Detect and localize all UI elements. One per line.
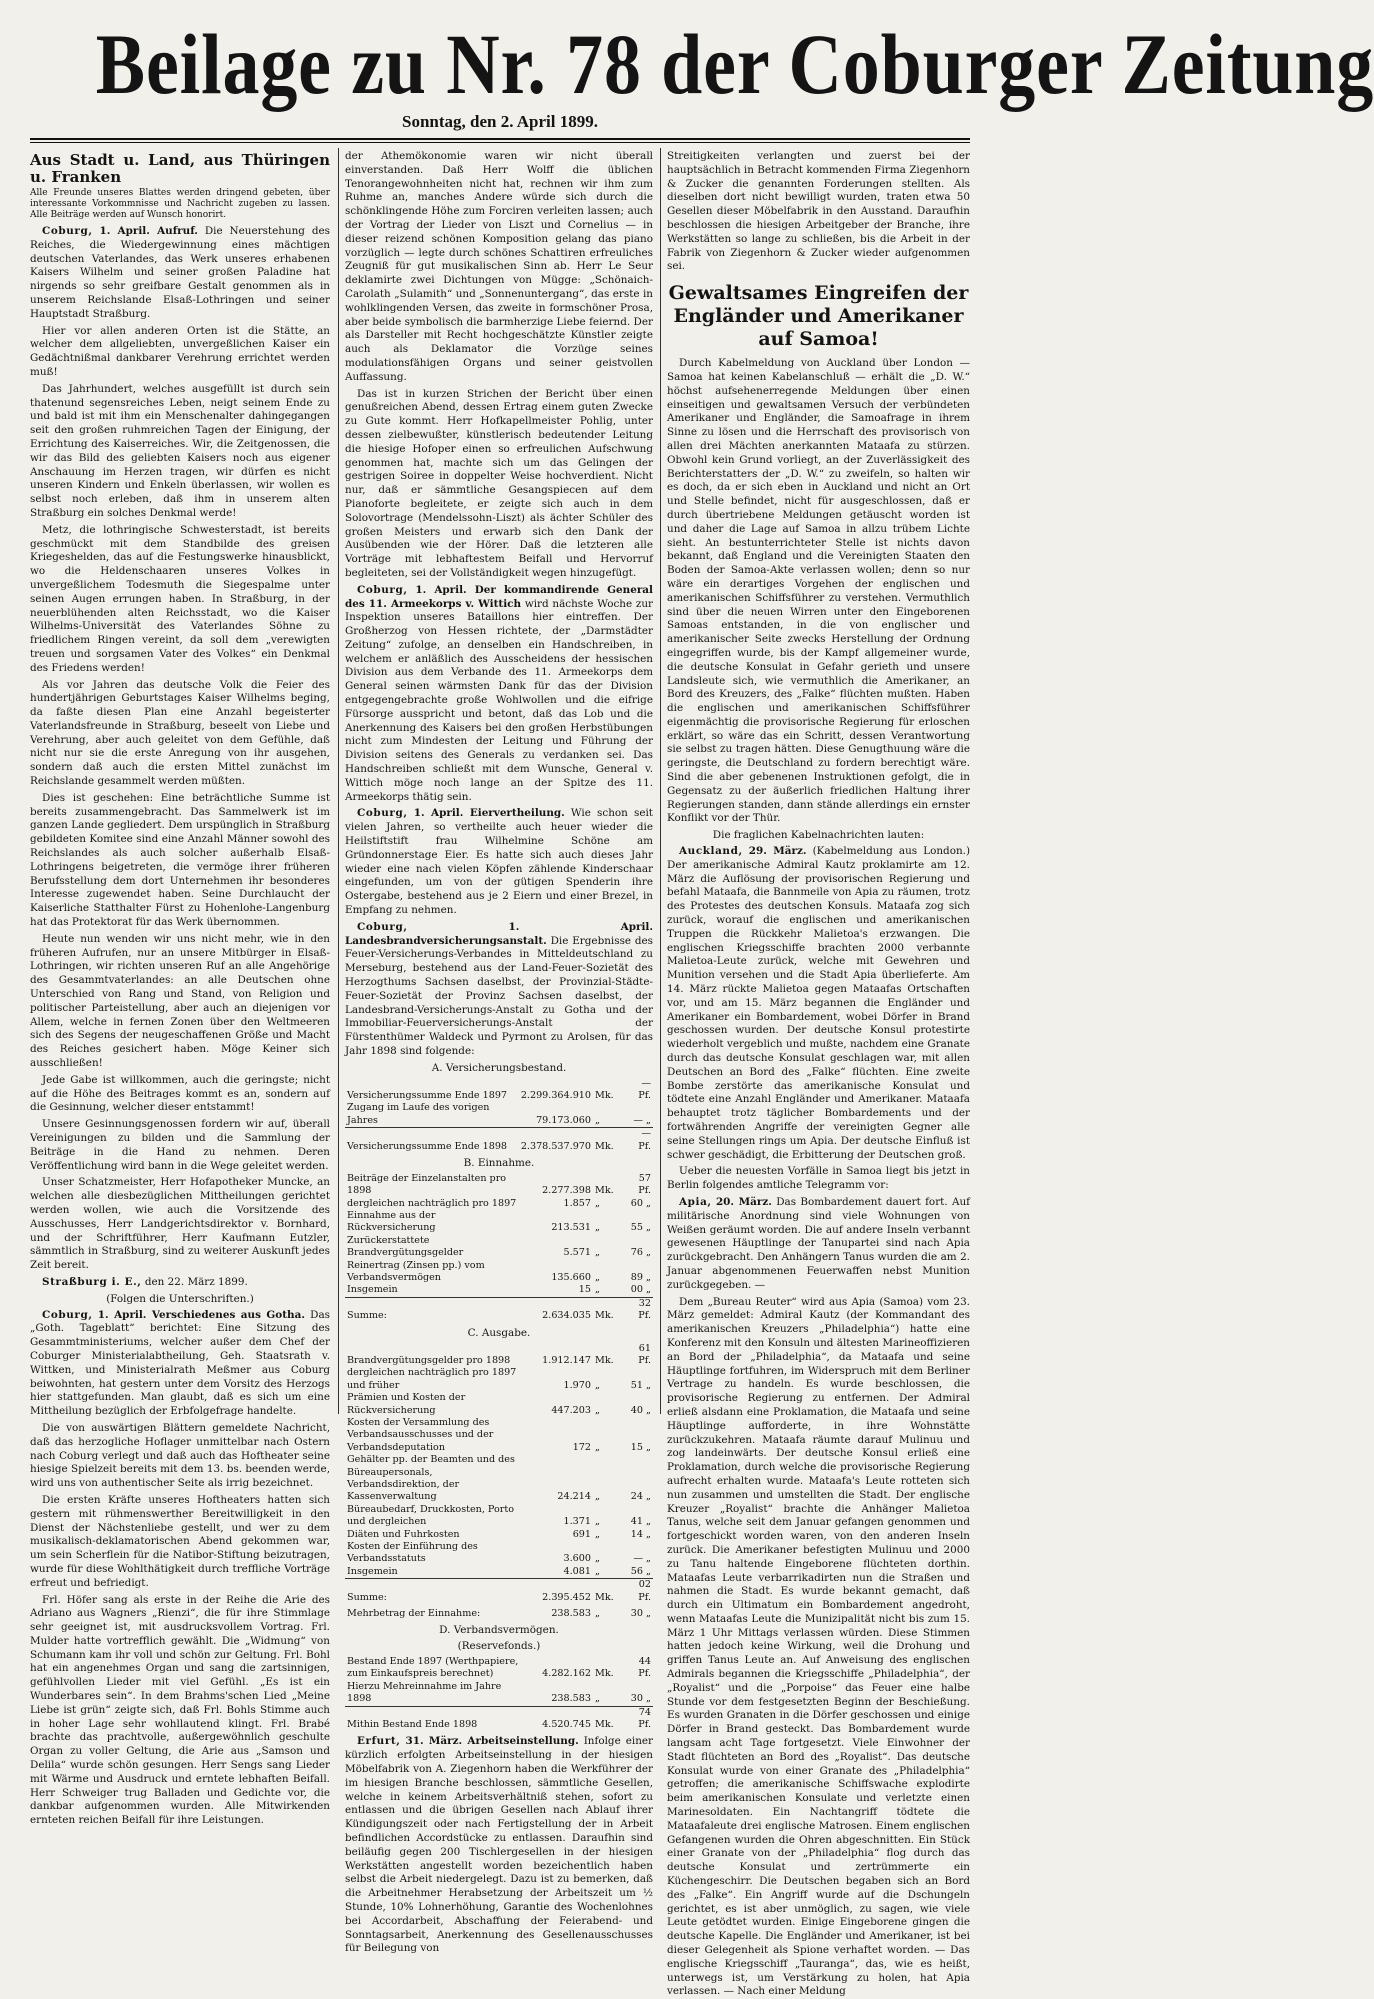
- ledger-label: Insgemein: [347, 1284, 398, 1296]
- ledger-row: [345, 1656, 653, 1681]
- article-text: Das Bombardement dauert fort. Auf militärische Anordnung sind viele Wohnungen von Weißen geräumt worden. Die auf andere Inseln verbannt gewesenen Häuptlinge der Tanupartei sind nach Apia zurückgebracht. Den Anhängern Tanus wurden die am 2. Januar abgenommenen Feuerwaffen nebst Munition zurückgegeben. —: [667, 1195, 970, 1291]
- ledger-label: Einnahme aus der Rückversicherung: [347, 1210, 436, 1234]
- ledger-row: [345, 1417, 653, 1454]
- ledger-label: Hierzu Mehreinnahme im Jahre 1898: [347, 1680, 502, 1705]
- section-title: Aus Stadt u. Land, aus Thüringen u. Franken: [30, 151, 330, 186]
- article-paragraph: Dies ist geschehen: Eine beträchtliche Summe ist bereits zusammengebracht. Das Sammelwerk ist im ganzen Lande gegliedert. Dem urspünglich in Straßburg gebildeten Komitee sind eine Anzahl Männer sowohl des Reichslandes als auch solcher außerhalb Elsaß-Lothringens beigetreten, die vermöge ihrer früheren Berufsstellung dem dort Unternehmen ihr besonderes Interesse zugewendet haben. Seine Durchlaucht der Kaiserliche Statthalter Fürst zu Hohenlohe-Langenburg hat das Protektorat für das Werk übernommen.: [30, 791, 330, 929]
- masthead-title: Beilage zu Nr. 78 der Coburger Zeitung: [95, 16, 1374, 112]
- ledger-cents: 32 Pf.: [627, 1297, 653, 1322]
- article-place: Coburg,: [357, 583, 408, 596]
- article-paragraph: [30, 1309, 330, 1419]
- ledger-row: [345, 1504, 653, 1529]
- ledger-cents: 30 „: [630, 1608, 651, 1620]
- ledger-unit: Mk.: [593, 1579, 627, 1604]
- ledger-cents: 74 Pf.: [627, 1706, 653, 1731]
- article-paragraph: Hier vor allen anderen Orten ist die Stätte, an welcher dem allgeliebten, unvergeßlichen Kaiser ein Gedächtnißmal dankbarer Verehrung errichtet werden muß!: [30, 324, 330, 378]
- ledger-subtitle: (Reservefonds.): [457, 1640, 541, 1653]
- ledger-value: 213.531: [551, 1222, 591, 1234]
- masthead-rule: [30, 138, 970, 140]
- ledger-row: [345, 1343, 653, 1368]
- ledger-label: Summe:: [345, 1579, 525, 1604]
- issue-dateline: Sonntag, den 2. April 1899.: [401, 112, 598, 131]
- ledger-value: 2.395.452: [525, 1579, 593, 1604]
- ledger-cents: 00 „: [630, 1284, 651, 1296]
- ledger-unit: Mk.: [595, 1090, 614, 1101]
- article-paragraph: Ueber die neuesten Vorfälle in Samoa liegt bis jetzt in Berlin folgendes amtliche Telegramm vor:: [667, 1165, 970, 1192]
- article-paragraph: Streitigkeiten verlangten und zuerst bei der hauptsächlich in Betracht kommenden Firma Ziegenhorn & Zucker die genannten Forderungen stellten. Als dieselben dort nicht bewilligt wurden, traten etwa 50 Gesellen dieser Möbelfabrik in den Ausstand. Daraufhin beschlossen die hiesigen Arbeitgeber der Branche, ihre Werkstätten so lange zu schließen, bis die Arbeit in der Fabrik von Ziegenhorn & Zucker wieder aufgenommen sei.: [667, 150, 970, 273]
- ledger-row: [345, 1608, 653, 1620]
- article-text: wird nächste Woche zur Inspektion unseres Bataillons hier eintreffen. Der Großherzog von Hessen richtete, der „Darmstädter Zeitung“ zufolge, an denselben ein Handschreiben, in welchem er anläßlich des Ausscheidens der hessischen Division aus dem Verbande des 11. Armeekorps dem General seinen wärmsten Dank für das der Division entgegengebrachte große Wohlwollen und die eifrige Fürsorge ausspricht und betont, daß das Lob und die Anerkennung des Kaisers bei den großen Herbstübungen nicht zum Mindesten der Leitung und Führung der Division seitens des Generals zu verdanken sei. Das Handschreiben schließt mit dem Wunsche, General v. Wittich möge noch lange an der Spitze des 11. Armeekorps thätig sein.: [345, 597, 654, 803]
- article-place: Coburg,: [357, 807, 408, 820]
- column-left: [30, 150, 330, 1827]
- ledger-label: Brandvergütungsgelder pro 1898: [347, 1354, 511, 1366]
- ledger-row: [345, 1529, 653, 1541]
- article-paragraph: Die von auswärtigen Blättern gemeldete Nachricht, daß das herzogliche Hoflager unmittelbar nach Ostern nach Coburg verlegt und daß auch das Hoftheater seine hiesige Spielzeit bereits mit dem 13. bs. beenden werde, wird uns von authentischer Seite als irrig bezeichnet.: [30, 1421, 330, 1490]
- signature-date: den 22. März 1899.: [144, 1275, 248, 1288]
- ledger-row: [345, 1566, 653, 1579]
- ledger-value: 2.378.537.970: [519, 1128, 593, 1153]
- article-paragraph: Die ersten Kräfte unseres Hoftheaters hatten sich gestern mit rühmenswerther Bereitwilligkeit in den Dienst der Nächstenliebe gestellt, und wer zu dem musikalisch-deklamatorischen Abend gekommen war, um sein Scherflein für die Natibor-Stiftung beizutragen, wurde für diese Wohlthätigkeit durch treffliche Vorträge erfreut und befriedigt.: [30, 1493, 330, 1589]
- ledger-value: 1.970: [563, 1379, 591, 1391]
- ledger-unit: Mk.: [595, 1185, 614, 1197]
- ledger-unit: „: [595, 1553, 600, 1565]
- ledger-unit: „: [595, 1247, 600, 1259]
- ledger-row: [345, 1367, 653, 1392]
- article-heading: 20. März.: [715, 1195, 772, 1208]
- ledger-row: [345, 1541, 653, 1566]
- ledger-label: Kosten der Einführung des Verbandsstatuts: [347, 1541, 478, 1565]
- ledger-label: Summe:: [345, 1297, 525, 1322]
- ledger-sum-row: [345, 1297, 653, 1322]
- ledger-row: [345, 1260, 653, 1285]
- column-right: [667, 150, 971, 1998]
- article-heading: 1. April. Verschiedenes aus Gotha.: [97, 1308, 305, 1321]
- article-place: Apia,: [679, 1195, 712, 1208]
- ledger-unit: „: [595, 1197, 600, 1209]
- column-middle: [345, 150, 654, 1955]
- ledger-unit: „: [595, 1516, 600, 1528]
- ledger-title: D. Verbandsvermögen.: [439, 1624, 559, 1637]
- ledger-label: Versicherungssumme Ende 1898: [345, 1128, 519, 1153]
- article-heading: 1. April. Landesbrandversicherungsanstalt.: [345, 920, 653, 947]
- ledger-row: [345, 1284, 653, 1297]
- ledger-unit: „: [595, 1284, 600, 1296]
- ledger-title: B. Einnahme.: [463, 1157, 535, 1170]
- article-paragraph: Dem „Bureau Reuter“ wird aus Apia (Samoa) vom 23. März gemeldet: Admiral Kautz (der Kommandant des amerikanischen Kreuzers „Philadelphia“) hatte eine Konferenz mit den Konsuln und ältesten Marineoffizieren an Bord der „Philadelphia“, da Mataafa und seine Häuptlinge fortfuhren, im Widerspruch mit dem Berliner Vertrage zu handeln. Es wurde beschlossen, die provisorische Regierung zu entfernen. Der Admiral erließ alsdann eine Proklamation, die Mataafa und seine Häuptlinge aufforderte, in ihre Wohnstätte zurückzukehren. Mataafa räumte darauf Mulinuu und zog landeinwärts. Der deutsche Konsul erließ eine Proklamation, durch welche die provisorische Regierung aufrecht erhalten wurde. Mataafa's Leute rotteten sich nun zusammen und umstellten die Stadt. Der englische Kreuzer „Royalist“ brachte die Anhänger Malietoa Tanus, welche seit dem Januar gefangen genommen und fortgeschickt worden waren, von den anderen Inseln zurück. Die Amerikaner befestigten Mulinuu und 2000 zu Tanu haltende Eingeborene flüchteten dorthin. Mataafas Leute verbarrikadirten nun die Straßen und nahmen die Stadt. Es wurde bekannt gemacht, daß durch ein Ultimatum ein Bombardement angedroht, wenn Mataafas Leute die Munizipalität nicht bis zum 15. März 1 Uhr Mittags verlassen würden. Diese Stimmen hatten jedoch keine Wirkung, weil die Drohung und griffen Tanus Leute an. Auf Anweisung des englischen Admirals begannen die Kriegsschiffe „Philadelphia“, der „Royalist“ und die „Porpoise“ das Feuer eine halbe Stunde vor dem festgesetzten Beginn der Beschießung. Es wurden Granaten in die Dörfer geschossen und einige Dörfer in Brand gesteckt. Das Bombardement wurde langsam acht Tage fortgesetzt. Viele Einwohner der Stadt flüchteten an Bord des „Royalist“. Das deutsche Konsulat wurde von einer Granate des „Philadelphia“ getroffen; die amerikanische Schiffswache explodirte beim amerikanischen Konsulate und verletzte einen Marinesoldaten. Ein Nachtangriff tödtete die Mataafaleute drei englische Matrosen. Einem englischen Gefangenen wurden die Ohren abgeschnitten. Ein Stück einer Granate von der „Philadelphia“ flog durch das deutsche Konsulat und zertrümmerte ein Küchengeschirr. Die Deutschen begaben sich an Bord des „Falke“. Ein Angriff wurde auf die Dschungeln gerichtet, es ist aber unmöglich, zu sagen, wie viele Leute getödtet wurden. Einige Eingeborene gingen die deutsche Kapelle. Die Engländer und Amerikaner, ist bei dieser Gelegenheit als Spione verhaftet worden. — Das englische Kriegsschiff „Tauranga“, das, wie es heißt, unterwegs ist, um Verstärkung zu holen, hat Apia verlassen. — Nach einer Meldung: [667, 1295, 970, 1998]
- ledger-row: [345, 1102, 653, 1127]
- ledger-label: Insgemein: [347, 1565, 398, 1577]
- ledger-sum-row: [345, 1579, 653, 1604]
- ledger-title: C. Ausgabe.: [467, 1326, 531, 1339]
- article-text: (Kabelmeldung aus London.) Der amerikanische Admiral Kautz proklamirte am 12. März die Auflösung der provisorischen Regierung und befahl Mataafa, die Bannmeile von Apia zu räumen, trotz des Protestes des deutschen Konsuls. Mataafa zog sich zurück, worauf die englischen und amerikanischen Truppen die Rückkehr Malietoa's erzwangen. Die englischen Kriegsschiffe brachten 2000 verbannte Malietoa-Leute zurück, welche mit Gewehren und Munition versehen und die Stadt Apia überlieferte. Am 14. März rückte Malietoa gegen Mataafas Ortschaften vor, und am 15. März begannen die Engländer und Amerikaner ein Bombardement, wobei Dörfer in Brand geschossen wurden. Der deutsche Konsul protestirte wiederholt vergeblich und mußte, nachdem eine Granate durch das deutsche Konsulat geschlagen war, mit allen Deutschen an Bord des „Falke“ flüchten. Eine zweite Bombe zerstörte das amerikanische Konsulat und tödtete eine Anzahl Engländer und Amerikaner. Mataafa behauptet trotz täglicher Bombardements und der fortwährenden Angriffe der vereinigten Gegner alle seine Stellungen rings um Apia. Der deutsche Einfluß ist schwer geschädigt, die Erbitterung der Deutschen groß.: [667, 845, 971, 1161]
- article-paragraph: [30, 225, 330, 322]
- ledger-value: 4.081: [563, 1565, 591, 1577]
- article-text: Wie schon seit vielen Jahren, so vertheilte auch heuer wieder die Heilstiftstift frau Wilhelmine Schöne am Gründonnerstage Eier. Es hatte sich auch dieses Jahr wieder eine nach vielen Köpfen zählende Kinderschaar eingefunden, um von der gütigen Spenderin ihre Ostergabe, bestehend aus je 2 Eiern und einer Brezel, in Empfang zu nehmen.: [345, 807, 653, 917]
- ledger-label: dergleichen nachträglich pro 1897: [347, 1197, 517, 1209]
- article-paragraph: Als vor Jahren das deutsche Volk die Feier des hundertjährigen Geburtstages Kaiser Wilhelms beging, da faßte diesen Plan eine Anzahl begeisterter Vaterlandsfreunde in Straßburg, beseelt von Liebe und Verehrung, aber auch geleitet von dem Gefühle, daß nicht nur sie die erste Anregung von ihr ausgehen, sondern daß auch die ersten Mittel zunächst im Reichslande gesammelt werden müßten.: [30, 678, 330, 788]
- ledger-label: Gehälter pp. der Beamten und des Büreaupersonals, Verbandsdirektion, der Kassenverwaltung: [347, 1454, 515, 1503]
- section-note: Alle Freunde unseres Blattes werden dringend gebeten, über interessante Vorkommnisse und Nachricht zugeben zu lassen. Alle Beiträge werden auf Wunsch honorirt.: [30, 188, 330, 220]
- article-paragraph: der Athemökonomie waren wir nicht überall einverstanden. Daß Herr Wolff die üblichen Tenorangewohnheiten nicht hat, rechnen wir ihm zum Ruhme an, manches Andere würde sich durch die schönklingende Höhe zum Forciren verleiten lassen; auch der Vortrag der Lieder von Liszt und Cornelius — in dieser reizend schönen Komposition gelang das piano vorzüglich — legte durch schönes Schattiren erfreuliches Zeugniß für gut musikalischen Sinn ab. Herr Le Seur deklamirte zwei Dichtungen von Mügge: „Schönaich-Carolath „Sulamith“ und „Sonnenuntergang“, das erste in wohlklingenden Versen, das zweite in formschöner Prosa, aber beide symbolisch die barmherzige Liebe feiernd. Der als Darsteller mit Recht hochgeschätzte Künstler zeigte auch als Deklamator die Vorzüge seines modulationsfähigen Organs und seiner geistvollen Auffassung.: [345, 150, 653, 383]
- ledger-unit: Mk.: [593, 1297, 627, 1322]
- article-paragraph: [345, 584, 653, 805]
- article-place: Coburg,: [42, 225, 93, 237]
- ledger-cents: — „: [633, 1114, 651, 1126]
- ledger-cents: 15 „: [630, 1441, 651, 1453]
- ledger-value: 691: [572, 1528, 591, 1540]
- ledger-cents: 44 Pf.: [638, 1656, 651, 1680]
- ledger-value: 1.912.147: [542, 1354, 591, 1366]
- ledger-cents: 89 „: [630, 1272, 651, 1284]
- ledger-label: Bestand Ende 1897 (Werthpapiere, zum Einkaufspreis berechnet): [347, 1656, 519, 1680]
- ledger-value: 2.299.364.910: [520, 1090, 591, 1101]
- article-place: Coburg,: [357, 920, 408, 933]
- ledger-cents: — Pf.: [638, 1077, 651, 1101]
- ledger-row: [345, 1078, 653, 1103]
- ledger-cents: 55 „: [630, 1222, 651, 1234]
- article-paragraph: Das Jahrhundert, welches ausgefüllt ist durch sein thatenund segensreiches Leben, neigt seinem Ende zu und bald ist mit ihm ein Menschenalter dahingegangen seit den großen ruhmreichen Tagen der Einigung, der Errichtung des Kaiserreiches. Wir, die Zeitgenossen, die wir das Bild des geliebten Kaisers noch aus eigener Anschauung im Herzen tragen, wir dürfen es nicht unseren Kindern und Enkeln überlassen, wir wollen es selbst noch erleben, daß ihm in unserem alten Straßburg ein solches Denkmal werde!: [30, 382, 330, 519]
- article-place: Coburg,: [42, 1308, 93, 1321]
- ledger-table: [345, 1656, 653, 1731]
- ledger-label: Prämien und Kosten der Rückversicherung: [347, 1392, 466, 1416]
- ledger-value: 24.214: [557, 1491, 591, 1503]
- article-paragraph: Frl. Höfer sang als erste in der Reihe die Arie des Adriano aus Wagners „Rienzi“, die für ihre Stimmlage sehr geeignet ist, mit ausdrucksvollem Vortrag. Frl. Mulder hatte vortrefflich gewählt. Die „Widmung“ von Schumann kam ihr voll und schön zur Geltung. Frl. Bohl hat ein angenehmes Organ und sang die zartsinnigen, gefühlvollen Lieder mit viel Gefühl. „Es ist ein Wunderbares sein“. In dem Brahms'schen Lied „Meine Liebe ist grün“ zeigte sich, daß Frl. Bohls Stimme auch in hoher Lage sehr wohllautend klingt. Frl. Brabé brachte das prachtvolle, außergewöhnlich geschulte Organ zu voller Geltung, die Arie aus „Samson und Delila“ wurde schön gesungen. Herr Sengs sang Lieder mit Wärme und Ausdruck und erntete lebhaften Beifall. Herr Schweiger trug Balladen und Gedichte vor, die dankbar aufgenommen wurden. Alle Mitwirkenden ernteten reichen Beifall für ihre Leistungen.: [30, 1593, 330, 1827]
- ledger-table: [345, 1343, 653, 1605]
- ledger-cents: 76 „: [630, 1247, 651, 1259]
- ledger-unit: Mk.: [595, 1354, 614, 1366]
- ledger-unit: Mk.: [593, 1706, 627, 1731]
- ledger-unit: „: [595, 1528, 600, 1540]
- signature-place: Straßburg i. E.,: [42, 1275, 142, 1288]
- article-text: Die Ergebnisse des Feuer-Versicherungs-Verbandes in Mitteldeutschland zu Merseburg, bestehend aus der Land-Feuer-Sozietät des Herzogthums Sachsen daselbst, der Provinzial-Städte-Feuer-Sozietät der Provinz Sachsen daselbst, der Landesbrand-Versicherungs-Anstalt zu Gotha und der Immobiliar-Feuerversicherungs-Anstalt der Fürstenthümer Waldeck und Pyrmont zu Arolsen, für das Jahr 1898 sind folgende:: [345, 934, 653, 1057]
- ledger-value: 5.571: [563, 1247, 591, 1259]
- article-text: Infolge einer kürzlich erfolgten Arbeitseinstellung in der hiesigen Möbelfabrik von A. Ziegenhorn haben die Werkführer der im hiesigen Branche beschlossen, sämmtliche Gesellen, welche in keinem Arbeitsverhältniß stehen, sofort zu entlassen und die übrigen Gesellen nach Ablauf ihrer Kündigungszeit oder nach Fertigstellung der in Arbeit befindlichen Accordstücke zu entlassen. Daraufhin sind beiläufig gegen 200 Tischlergesellen in der hiesigen Werkstätten angestellt worden bezeichentlich haben selbst die Arbeit niedergelegt. Dazu ist zu bemerken, daß die Arbeitnehmer Herabsetzung der Arbeitszeit um ½ Stunde, 10% Lohnerhöhung, Garantie des Wochenlohnes bei Accordarbeit, Abschaffung der Feierabend- und Sonntagsarbeit, Anerkennung des Gesellenausschusses für Beilegung von: [345, 1735, 653, 1955]
- article-paragraph: Jede Gabe ist willkommen, auch die geringste; nicht auf die Höhe des Beitrages kommt es an, sondern auf die Gesinnung, welcher dieser entstammt!: [30, 1073, 330, 1114]
- ledger-label: Mehrbetrag der Einnahme:: [347, 1608, 481, 1620]
- ledger-row: [345, 1173, 653, 1198]
- ledger-value: 2.277.398: [542, 1185, 591, 1197]
- ledger-row: [345, 1392, 653, 1417]
- ledger-unit: „: [595, 1491, 600, 1503]
- ledger-row: [345, 1235, 653, 1260]
- ledger-label: Versicherungssumme Ende 1897: [347, 1090, 508, 1101]
- article-text: Die Neuerstehung des Reiches, die Wiedergewinnung eines mächtigen deutschen Vaterlandes, das Werk unseres erhabenen Kaisers Wilhelm und seiner großen Paladine hat nirgends so sehr greifbare Gestalt genommen als in unserem Reichslande Elsaß-Lothringen und seiner Hauptstadt Straßburg.: [30, 225, 330, 320]
- article-text: Das „Goth. Tageblatt“ berichtet: Eine Sitzung des Gesammtministeriums, welcher außer dem Chef der Coburger Ministerialabtheilung, Geh. Staatsrath v. Wittken, und Ministerialrath Meßmer aus Coburg beiwohnten, hat gestern unter dem Vorsitz des Herzogs hier stattgefunden. Man glaubt, daß es sich um eine Mittheilung bezüglich der Erbfolgefrage handelte.: [30, 1308, 330, 1418]
- article-heading: 1. April. Der kommandirende General des 11. Armeekorps v. Wittich: [345, 583, 653, 610]
- article-paragraph: Die fraglichen Kabelnachrichten lauten:: [712, 829, 925, 842]
- article-paragraph: [667, 1196, 970, 1293]
- ledger-cents: 60 „: [630, 1197, 651, 1209]
- ledger-cents: 41 „: [630, 1516, 651, 1528]
- ledger-cents: — Pf.: [627, 1128, 653, 1153]
- ledger-sum-row: [345, 1128, 653, 1153]
- article-paragraph: [345, 921, 653, 1059]
- ledger-value: 2.634.035: [525, 1297, 593, 1322]
- article-heading: 1. April. Aufruf.: [99, 225, 198, 237]
- masthead-rule-thin: [30, 142, 970, 143]
- ledger-value: 1.371: [563, 1516, 591, 1528]
- ledger-unit: „: [595, 1272, 600, 1284]
- article-paragraph: Heute nun wenden wir uns nicht mehr, wie in den früheren Aufrufen, nur an unsere Mitbürger in Elsaß-Lothringen, wir richten unseren Ruf an alle Angehörige des Gesammtvaterlandes: an alle Deutschen ohne Unterschied von Rang und Stand, von Religion und politischer Parteistellung, aber auch an diejenigen vor Allem, welche in fernen Zonen über den Weltmeeren sich des Segens der neugeschaffenen Größe und Macht des Reiches gesichert haben. Möge Keiner sich ausschließen!: [30, 932, 330, 1070]
- ledger-value: 4.282.162: [542, 1668, 591, 1680]
- ledger-cents: — „: [633, 1553, 651, 1565]
- ledger-label: Zurückerstattete Brandvergütungsgelder: [347, 1234, 464, 1259]
- article-place: Erfurt,: [357, 1735, 401, 1748]
- ledger-cents: 57 Pf.: [638, 1172, 651, 1197]
- ledger-cents: 40 „: [630, 1404, 651, 1416]
- ledger-label: Kosten der Versammlung des Verbandsausschusses und der Verbandsdeputation: [347, 1416, 494, 1453]
- ledger-unit: „: [595, 1379, 600, 1391]
- ledger-unit: Mk.: [593, 1128, 627, 1153]
- ledger-value: 1.857: [563, 1197, 591, 1209]
- ledger-label: Diäten und Fuhrkosten: [347, 1528, 460, 1540]
- ledger-value: 79.173.060: [536, 1114, 591, 1126]
- article-heading: 29. März.: [748, 845, 807, 858]
- ledger-label: Reinertrag (Zinsen pp.) vom Verbandsvermögen: [347, 1259, 485, 1284]
- ledger-table: [345, 1608, 653, 1620]
- ledger-unit: Mk.: [595, 1668, 614, 1680]
- ledger-label: dergleichen nachträglich pro 1897 und früher: [347, 1367, 517, 1391]
- ledger-unit: „: [595, 1441, 600, 1453]
- ledger-row: [345, 1198, 653, 1210]
- ledger-value: 238.583: [551, 1608, 591, 1620]
- ledger-value: 135.660: [551, 1272, 591, 1284]
- ledger-cents: 30 „: [630, 1693, 651, 1705]
- article-heading: 31. März. Arbeitseinstellung.: [405, 1735, 579, 1748]
- ledger-sum-row: [345, 1706, 653, 1731]
- ledger-unit: „: [595, 1222, 600, 1234]
- ledger-label: Zugang im Laufe des vorigen Jahres: [347, 1102, 490, 1126]
- ledger-title: A. Versicherungsbestand.: [431, 1061, 567, 1074]
- signature-note: (Folgen die Unterschriften.): [106, 1292, 254, 1305]
- ledger-cents: 24 „: [630, 1491, 651, 1503]
- ledger-cents: 02 Pf.: [627, 1579, 653, 1604]
- signature-line: [30, 1276, 330, 1290]
- samoa-headline: Gewaltsames Eingreifen der Engländer und Amerikaner auf Samoa!: [668, 282, 969, 351]
- article-paragraph: Metz, die lothringische Schwesterstadt, ist bereits geschmückt mit dem Standbilde des greisen Kriegeshelden, das auf die Festungswerke hinausblickt, wo die Heldenschaaren unseres Volkes in unvergeßlichem Todesmuth die Siegespalme unter seinen Augen errungen haben. In Straßburg, in der neuerblühenden alten Reichsstadt, wo die Kaiser Wilhelms-Universität des Vaterlandes Söhne zu friedlichem Ringen vereint, da soll dem „verewigten treuen und sorgsamen Vater des Volkes“ ein Denkmal des Friedens werden!: [30, 523, 330, 674]
- article-paragraph: Durch Kabelmeldung von Auckland über London — Samoa hat keinen Kabelanschluß — erhält die „D. W.“ höchst aufsehenerregende Meldungen über einen einseitigen und gewaltsamen Versuch der verbündeten Amerikaner und Engländer, die Samoafrage in ihrem Sinne zu lösen und die Herrschaft des provisorisch von allen drei Mächten anerkannten Mataafa zu stürzen. Obwohl kein Grund vorliegt, an der Zuverlässigkeit des Berichterstatters der „D. W.“ zu zweifeln, so halten wir es doch, da er sich eben in Auckland und nicht an Ort und Stelle befindet, nicht für ausgeschlossen, daß er durch übertriebene Meldungen getäuscht worden ist und daher die Lage auf Samoa in allzu trübem Lichte sieht. An bestunterrichteter Stelle ist nichts davon bekannt, daß England und die Vereinigten Staaten den Boden der Samoa-Akte verlassen wollen; denn so nur wäre ein derartiges Vorgehen der englischen und amerikanischen Schiffsführer zu verstehen. Vermuthlich sind über die neuen Wirren unter den Eingeborenen Samoas entstanden, in die von englischer und amerikanischer Seite zwecks Herstellung der Ordnung eingegriffen wurde, bis der Kampf allgemeiner wurde, die deutsche Konsulat in Gefahr gerieth und unsere Landsleute sich, wie vermuthlich die Amerikaner, an Bord des Kreuzers, des „Falke“ flüchten mußten. Haben die englischen und amerikanischen Schiffsführer eigenmächtig die provisorische Regierung für erloschen erklärt, so wäre das ein Schritt, dessen Verantwortung sie selbst zu tragen hätten. Diese Genugthuung wäre die geringste, die Deutschland zu fordern berechtigt wäre. Sind die aber gebenenen Instruktionen gefolgt, die in Gegensatz zu der äußerlich friedlichen Haltung ihrer Regierungen standen, dann stände allerdings ein ernster Konflikt vor der Thür.: [667, 357, 970, 825]
- ledger-value: 238.583: [551, 1693, 591, 1705]
- ledger-unit: „: [595, 1565, 600, 1577]
- article-paragraph: [667, 845, 970, 1162]
- article-paragraph: Das ist in kurzen Strichen der Bericht über einen genußreichen Abend, dessen Ertrag einem guten Zwecke zu Gute kommt. Herr Hofkapellmeister Pohlig, unter dessen zielbewußter, künstlerisch bedeutender Leitung die hiesige Hofoper einen so erfreulichen Aufschwung genommen hat, machte sich um das Gelingen der gestrigen Soiree in doppelter Weise hochverdient. Nicht nur, daß er sämmtliche Gesangspiecen auf dem Pianoforte begleitete, er zeigte sich auch in dem Solovortrage (Mendelssohn-Liszt) als ächter Schüler des großen Meisters und erwarb sich den Dank der Ausübenden wie der Hörer. Daß die letzteren alle Vorträge mit lebhaftestem Beifall und Hervorruf begleiteten, sei der Vollständigkeit wegen hinzugefügt.: [345, 387, 653, 579]
- column-divider: [338, 148, 339, 1414]
- ledger-label: Beiträge der Einzelanstalten pro 1898: [347, 1172, 507, 1197]
- ledger-unit: „: [595, 1693, 600, 1705]
- column-divider: [660, 148, 661, 1414]
- ledger-cents: 61 Pf.: [638, 1342, 651, 1366]
- article-place: Auckland,: [679, 845, 743, 858]
- ledger-cents: 51 „: [630, 1379, 651, 1391]
- ledger-cents: 56 „: [630, 1565, 651, 1577]
- ledger-value: 4.520.745: [525, 1706, 593, 1731]
- ledger-value: 172: [572, 1441, 591, 1453]
- ledger-unit: „: [595, 1114, 600, 1126]
- ledger-value: 447.203: [551, 1404, 591, 1416]
- ledger-unit: „: [595, 1608, 600, 1620]
- ledger-value: 15: [578, 1284, 591, 1296]
- ledger-label: Mithin Bestand Ende 1898: [345, 1706, 525, 1731]
- article-heading: 1. April. Eiervertheilung.: [413, 807, 565, 820]
- ledger-label: Büreaubedarf, Druckkosten, Porto und dergleichen: [347, 1503, 514, 1528]
- ledger-table: [345, 1173, 653, 1323]
- ledger-cents: 14 „: [630, 1528, 651, 1540]
- ledger-unit: „: [595, 1404, 600, 1416]
- ledger-table: [345, 1078, 653, 1153]
- article-paragraph: [345, 807, 653, 917]
- article-paragraph: Unser Schatzmeister, Herr Hofapotheker Muncke, an welchen alle diesbezüglichen Mittheilungen gerichtet werden wollen, wie auch die Vorsitzende des Ausschusses, Herr Landgerichtsdirektor v. Bornhard, und der Schriftführer, Herr Kaufmann Eutzler, sämmtlich in Straßburg, sind zu weiterer Auskunft jedes Zeit bereit.: [30, 1176, 330, 1272]
- ledger-row: [345, 1681, 653, 1706]
- ledger-row: [345, 1454, 653, 1504]
- ledger-row: [345, 1210, 653, 1235]
- article-paragraph: [345, 1735, 653, 1956]
- ledger-value: 3.600: [563, 1553, 591, 1565]
- article-paragraph: Unsere Gesinnungsgenossen fordern wir auf, überall Vereinigungen zu bilden und die Sammlung der Beiträge in die Hand zu nehmen. Deren Veröffentlichung wird bann in die Wege geleitet werden.: [30, 1118, 330, 1172]
